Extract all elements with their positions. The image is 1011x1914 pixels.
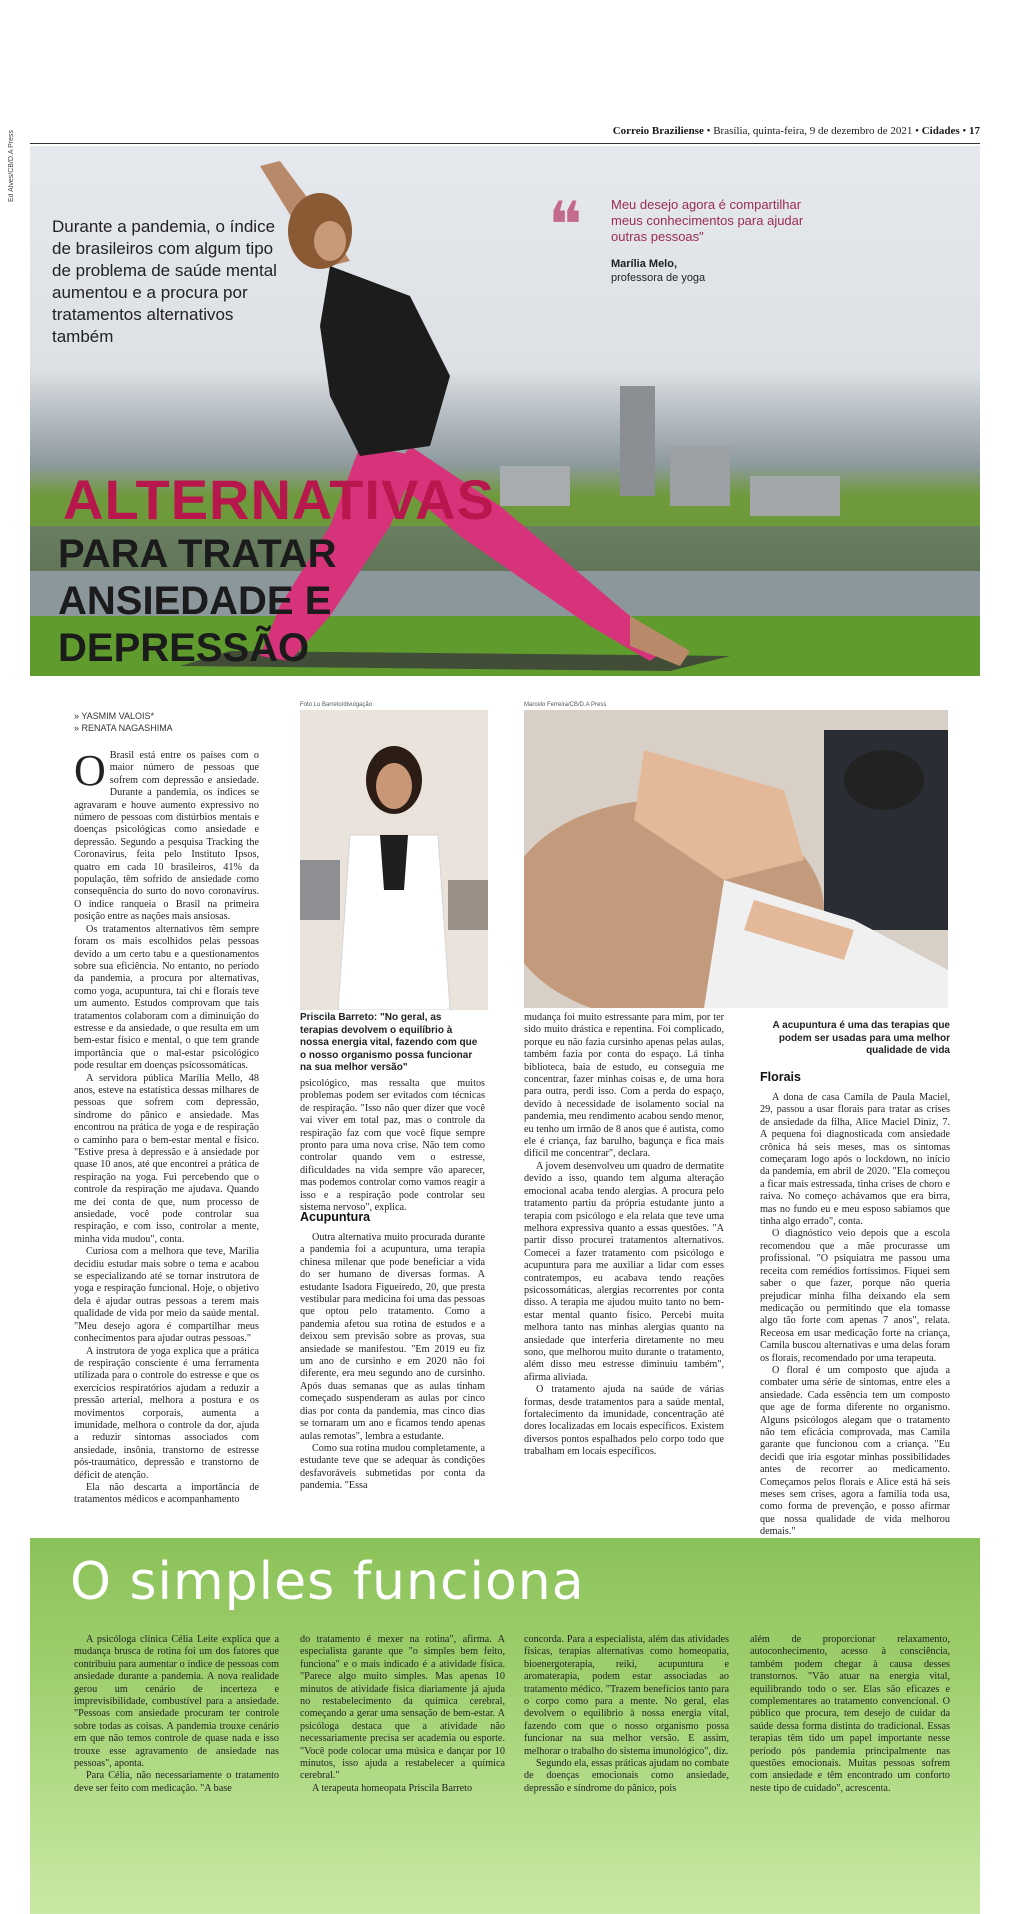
paragraph: O diagnóstico veio depois que a escola recomendou que a mãe procurasse um profissional. "O psiquiatra me passou uma receita com remédios fortíssimos. Fiquei sem saber o que fazer, porque não queria prejudicar minha filha deixando ela sem medicação ou permitindo que ela tomasse algo tão forte com apenas 7 anos", relata. Receosa em usar medicação forte na criança, Camila buscou alternativas e uma delas foram os florais, recomendado por uma terapeuta. (760, 1228, 950, 1364)
pull-quote: Meu desejo agora é compartilhar meus conhecimentos para ajudar outras pessoas" (611, 197, 804, 244)
sidebar-column-3 (524, 1634, 729, 1795)
paragraph: Segundo ela, essas práticas ajudam no combate de doenças emocionais como ansiedade, depressão e síndrome do pânico, pois (524, 1758, 729, 1794)
page-header (30, 125, 980, 143)
paragraph: do tratamento é mexer na rotina", afirma. A especialista garante que "o simples bem feito, funciona" e o mais indicado é a atividade física. "Parece algo muito simples. Mas apenas 10 minutos de atividade física diariamente já ajuda no restabelecimento da química cerebral, começando a gerar uma sensação de bem-estar. A psicóloga destaca que a atividade não necessariamente precisa ser academia ou esporte. "Você pode colocar uma música e dançar por 10 minutos, isso ajuda a restabelecer a química cerebral." (300, 1634, 505, 1782)
paragraph: Outra alternativa muito procurada durante a pandemia foi a acupuntura, uma terapia chinesa milenar que pode beneficiar a vida do ser humano de diversas formas. A estudante Isadora Figueiredo, 20, que presta vestibular para medicina foi uma das pessoas que optou pelo tratamento. Como a pandemia afetou sua rotina de estudos e a deixou sem previsão sobre as provas, sua ansiedade se manifestou. "Em 2019 eu fiz um ano de cursinho e em 2020 não foi diferente, era meu segundo ano de cursinho. Após duas semanas que as aulas tinham começado suspenderam as aulas por cinco dias por conta da pandemia, mas cinco dias se tornaram um ano e ficamos tendo apenas aulas remotas", lembra a estudante. (300, 1232, 485, 1442)
sidebar-column-1 (74, 1634, 279, 1795)
byline (74, 710, 173, 734)
paragraph: O floral é um composto que ajuda a combater uma série de sintomas, entre eles a ansiedade. Cada essência tem um composto que age de forma diferente no organismo. Alguns psicólogos alegam que o tratamento não tem eficácia comprovada, mas Camila garante que funcionou com a criança. "Eu decidi que iria esgotar minhas possibilidades antes de recorrer ao medicamento. Começamos pelos florais e Alice está há seis meses sem crises, agora a família toda usa, como forma de prevenção, e posso afirmar que nossa qualidade de vida melhorou demais." (760, 1364, 950, 1538)
sidebar-title: O simples funciona (70, 1552, 585, 1612)
photo-caption: A acupuntura é uma das terapias que podem ser usadas para uma melhor qualidade de vida (772, 1020, 950, 1056)
paragraph: A dona de casa Camila de Paula Maciel, 29, passou a usar florais para tratar as crises de ansiedade da filha, Alice Maciel Diniz, 7. A pequena foi diagnosticada com ansiedade crônica há seis meses, mas os sintomas começaram logo após o lockdown, no início da pandemia, em abril de 2020. "Ela começou a ficar mais estressada, tinha crises de choro e raiva. No começo achávamos que era birra, mas no fundo eu e meu esposo sabíamos que tinha algo errado", conta. (760, 1092, 950, 1228)
paragraph: concorda. Para a especialista, além das atividades físicas, terapias alternativas como homeopatia, bioenergoterapia, reiki, acupuntura e aromaterapia, podem estar associadas ao tratamento médico. "Trazem benefícios tanto para o corpo como para a mente. No geral, elas devolvem o equilíbrio à nossa energia vital, fazendo com que o nosso organismo possa funcionar na sua melhor versão. E assim, melhorar o trabalho do sistema imunológico", diz. (524, 1634, 729, 1757)
paragraph: Ela não descarta a importância de tratamentos médicos e acompanhamento (74, 1481, 259, 1506)
paragraph: além de proporcionar relaxamento, autoconhecimento, acesso à consciência, também podem chegar à causa desses transtornos. "Vão atuar na energia vital, equilibrando todo o ser. Elas são eficazes e complementares ao tratamento convencional. O público que procura, tem desejo de cuidar da saúde dessa forma distinta do tradicional. Essas terapias têm tido um papel importante nesse período pós pandemia principalmente nas questões emocionais. Muitas pessoas sofrem com ansiedade e têm encontrado um conforto neste tipo de cuidado", acrescenta. (750, 1634, 950, 1794)
portrait-illustration (300, 710, 488, 1010)
subhead-acupuntura: Acupuntura (300, 1210, 371, 1224)
paragraph: A instrutora de yoga explica que a prática de respiração consciente é uma ferramenta utilizada para o controle do estresse e que os exercícios respiratórios ajudam a reduzir a pressão arterial, melhora a postura e os movimentos corporais, aumenta a imunidade, melhora o controle da dor, ajuda a reduzir sintomas associados com ansiedade, insônia, transtorno de estresse pós-traumático, depressão e transtorno de déficit de atenção. (74, 1345, 259, 1481)
paragraph: A terapeuta homeopata Priscila Barreto (312, 1782, 473, 1794)
dateline: Brasília, quinta-feira, 9 de dezembro de 2021 (713, 125, 913, 137)
paragraph: Curiosa com a melhora que teve, Marília decidiu estudar mais sobre o tema e acabou se especializando até se tornar instrutora de yoga e respiração funcional. Hoje, o objetivo dela é ajudar outras pessoas a terem mais qualidade de vida por meio da saúde mental. "Meu desejo agora é compartilhar meus conhecimentos para ajudar outras pessoas." (74, 1246, 259, 1345)
quote-icon: ❝ (548, 190, 583, 261)
hero-photo-credit: Ed Alves/CB/D.A Press (8, 130, 15, 202)
paragraph: O Brasil está entre os países com o maior número de pessoas que sofrem com depressão e ansiedade. Durante a pandemia, os índices se agravaram e houve aumento expressivo no número de pessoas com distúrbios mentais e doenças psicológicas como ansiedade e depressão. Segundo a pesquisa Tracking the Coronavirus, feita pelo Instituto Ipsos, quatro em cada 10 brasileiros, 41% da população, têm sofrido de ansiedade como consequência do surto do novo coronavírus. O índice ranqueia o Brasil na primeira posição entre as nações mais ansiosas. (74, 746, 259, 923)
header-separator: • (912, 125, 922, 137)
paragraph: mudança foi muito estressante para mim, por ter sido muito drástica e repentina. Foi complicado, porque eu não fazia cursinho apenas pelas aulas, também fazia por conta do espaço. Lá tinha biblioteca, baia de estudo, eu conseguia me concentrar, fazer minhas coisas e, de uma hora para outra, perdi isso. Com a perda do espaço, devido à necessidade de isolamento social na pandemia, meu rendimento acabou sendo menor, eu tenho um irmão de 8 anos que é autista, como ele é criança, faz barulho, bagunça e fica mais difícil me concentrar", declara. (524, 1012, 724, 1160)
header-rule (30, 143, 980, 144)
quote-author-name: Marília Melo, (611, 258, 678, 270)
quote-author-role: professora de yoga (611, 272, 706, 284)
author-name: » YASMIM VALOIS* (74, 711, 155, 721)
sidebar-column-2 (300, 1634, 505, 1795)
paragraph: psicológico, mas ressalta que muitos problemas podem ser evitados com técnicas de respiração. "Isso não quer dizer que você vai viver em total paz, mas o controle da respiração faz com que você fique sempre pronto para uma nova crise. Não tem como controlar quando vem o estresse, dificuldades na vida sempre vão aparecer, mas podemos controlar como vamos reagir a isso e a respiração pode controlar seu sistema nervoso", explica. (300, 1078, 485, 1214)
paragraph: A psicóloga clínica Célia Leite explica que a mudança brusca de rotina foi um dos fatores que contribuiu para aumentar o índice de pessoas com ansiedade durante a pandemia. A nova realidade gerou um cenário de incerteza e imprevisibilidade, combustível para a ansiedade. "Pessoas com ansiedade procuram ter controle sobre todas as coisas. A pandemia trouxe cenário em que não temos controle de quase nada e isso trouxe esse agravamento de ansiedade nas pessoas", aponta. (74, 1634, 279, 1770)
photo-caption: Priscila Barreto: "No geral, as terapias devolvem o equilíbrio à nossa energia vital, fazendo com que o nosso organismo possa funcionar na sua melhor versão" (300, 1012, 478, 1073)
headline-sub: PARA TRATAR ANSIEDADE E DEPRESSÃO (58, 532, 337, 670)
lede-text: Durante a pandemia, o índice de brasileiros com algum tipo de problema de saúde mental aumentou e a procura por tratamentos alternativos também (52, 217, 277, 346)
paragraph: A servidora pública Marília Mello, 48 anos, esteve na estatística dessas milhares de pessoas que sofrem com depressão, síndrome do pânico e ansiedade. Mas encontrou na prática de yoga e de respiração o caminho para o bem-estar mental e físico. "Estive presa à depressão e à ansiedade por quase 10 anos, até que encontrei a prática de respiração na yoga. Fui percebendo que o controle da respiração me ajudava. Quando me dei conta de que, num processo de ansiedade, você pode controlar sua respiração, e com isso, controlar a mente, minha vida mudou", conta. (74, 1072, 259, 1245)
paragraph: O tratamento ajuda na saúde de várias formas, desde tratamentos para a saúde mental, fortalecimento da imunidade, concentração até dores localizadas em locais específicos. Existem diversos pontos espalhados pelo corpo todo que trabalham em locais específicos. (524, 1384, 724, 1458)
photo-credit: Marcelo Ferreira/CB/D.A Press (524, 702, 607, 708)
header-separator: • (959, 125, 969, 137)
headline-main: ALTERNATIVAS (63, 468, 495, 531)
page-number: 17 (969, 125, 980, 137)
article-column-2b (300, 1232, 485, 1493)
acupuncture-illustration (524, 710, 948, 1008)
paragraph: Para Célia, não necessariamente o tratamento deve ser feito com medicação. "A base (74, 1770, 279, 1794)
article-column-3 (524, 1012, 724, 1459)
acupuncture-photo (524, 710, 948, 1008)
header-separator: • (703, 125, 714, 137)
newspaper-name: Correio Braziliense (612, 125, 704, 137)
photo-credit: Foto Lu Barreto/divulgação (300, 702, 373, 708)
article-column-1 (74, 746, 259, 1507)
portrait-photo (300, 710, 488, 1010)
paragraph: A jovem desenvolveu um quadro de dermatite devido a isso, quando tem alguma alteração emocional acaba tendo alergias. A procura pelo tratamento partiu da própria estudante junto a terapia com psicólogo e ela relata que teve uma melhora expressiva quanto a essas questões. "A partir disso procurei tratamentos alternativos. Comecei a fazer tratamento com psicólogo e acupuntura para me auxiliar a lidar com esses contratempos, eu acabava tendo reações psicossomáticas, alergias recorrentes por conta disso. A terapia me ajudou muito tanto no bem-estar mental quanto físico. Percebi muita melhora tanto nas minhas alergias quanto na ansiedade que interferia diretamente no meu sono, que melhorou muito durante o tratamento, além disso meu estresse diminuiu também", afirma aliviada. (524, 1160, 724, 1383)
section-name: Cidades (921, 125, 960, 137)
paragraph: Os tratamentos alternativos têm sempre foram os mais escolhidos pelas pessoas devido a um certo tabu e a questionamentos sobre sua eficiência. No entanto, no período da pandemia, a procura por alternativas, como yoga, acupuntura, tai chi e florais teve um aumento. Estudos comprovam que tais tratamentos colaboram com a diminuição do estresse e da ansiedade, o que resulta em um bem-estar físico e mental, o que tem grande importância que o mal-estar psicológico pode resultar em doenças psicossomáticas. (74, 923, 259, 1072)
dropcap: O (74, 746, 106, 795)
subhead-florais: Florais (760, 1070, 801, 1084)
article-column-2 (300, 1078, 485, 1214)
paragraph: Como sua rotina mudou completamente, a estudante teve que se adequar às condições desfavoráveis submetidas por conta da pandemia. "Essa (300, 1442, 485, 1492)
article-column-4 (760, 1092, 950, 1539)
pull-quote-attribution (611, 257, 705, 285)
author-name: » RENATA NAGASHIMA (74, 723, 173, 733)
sidebar-column-4 (750, 1634, 950, 1795)
